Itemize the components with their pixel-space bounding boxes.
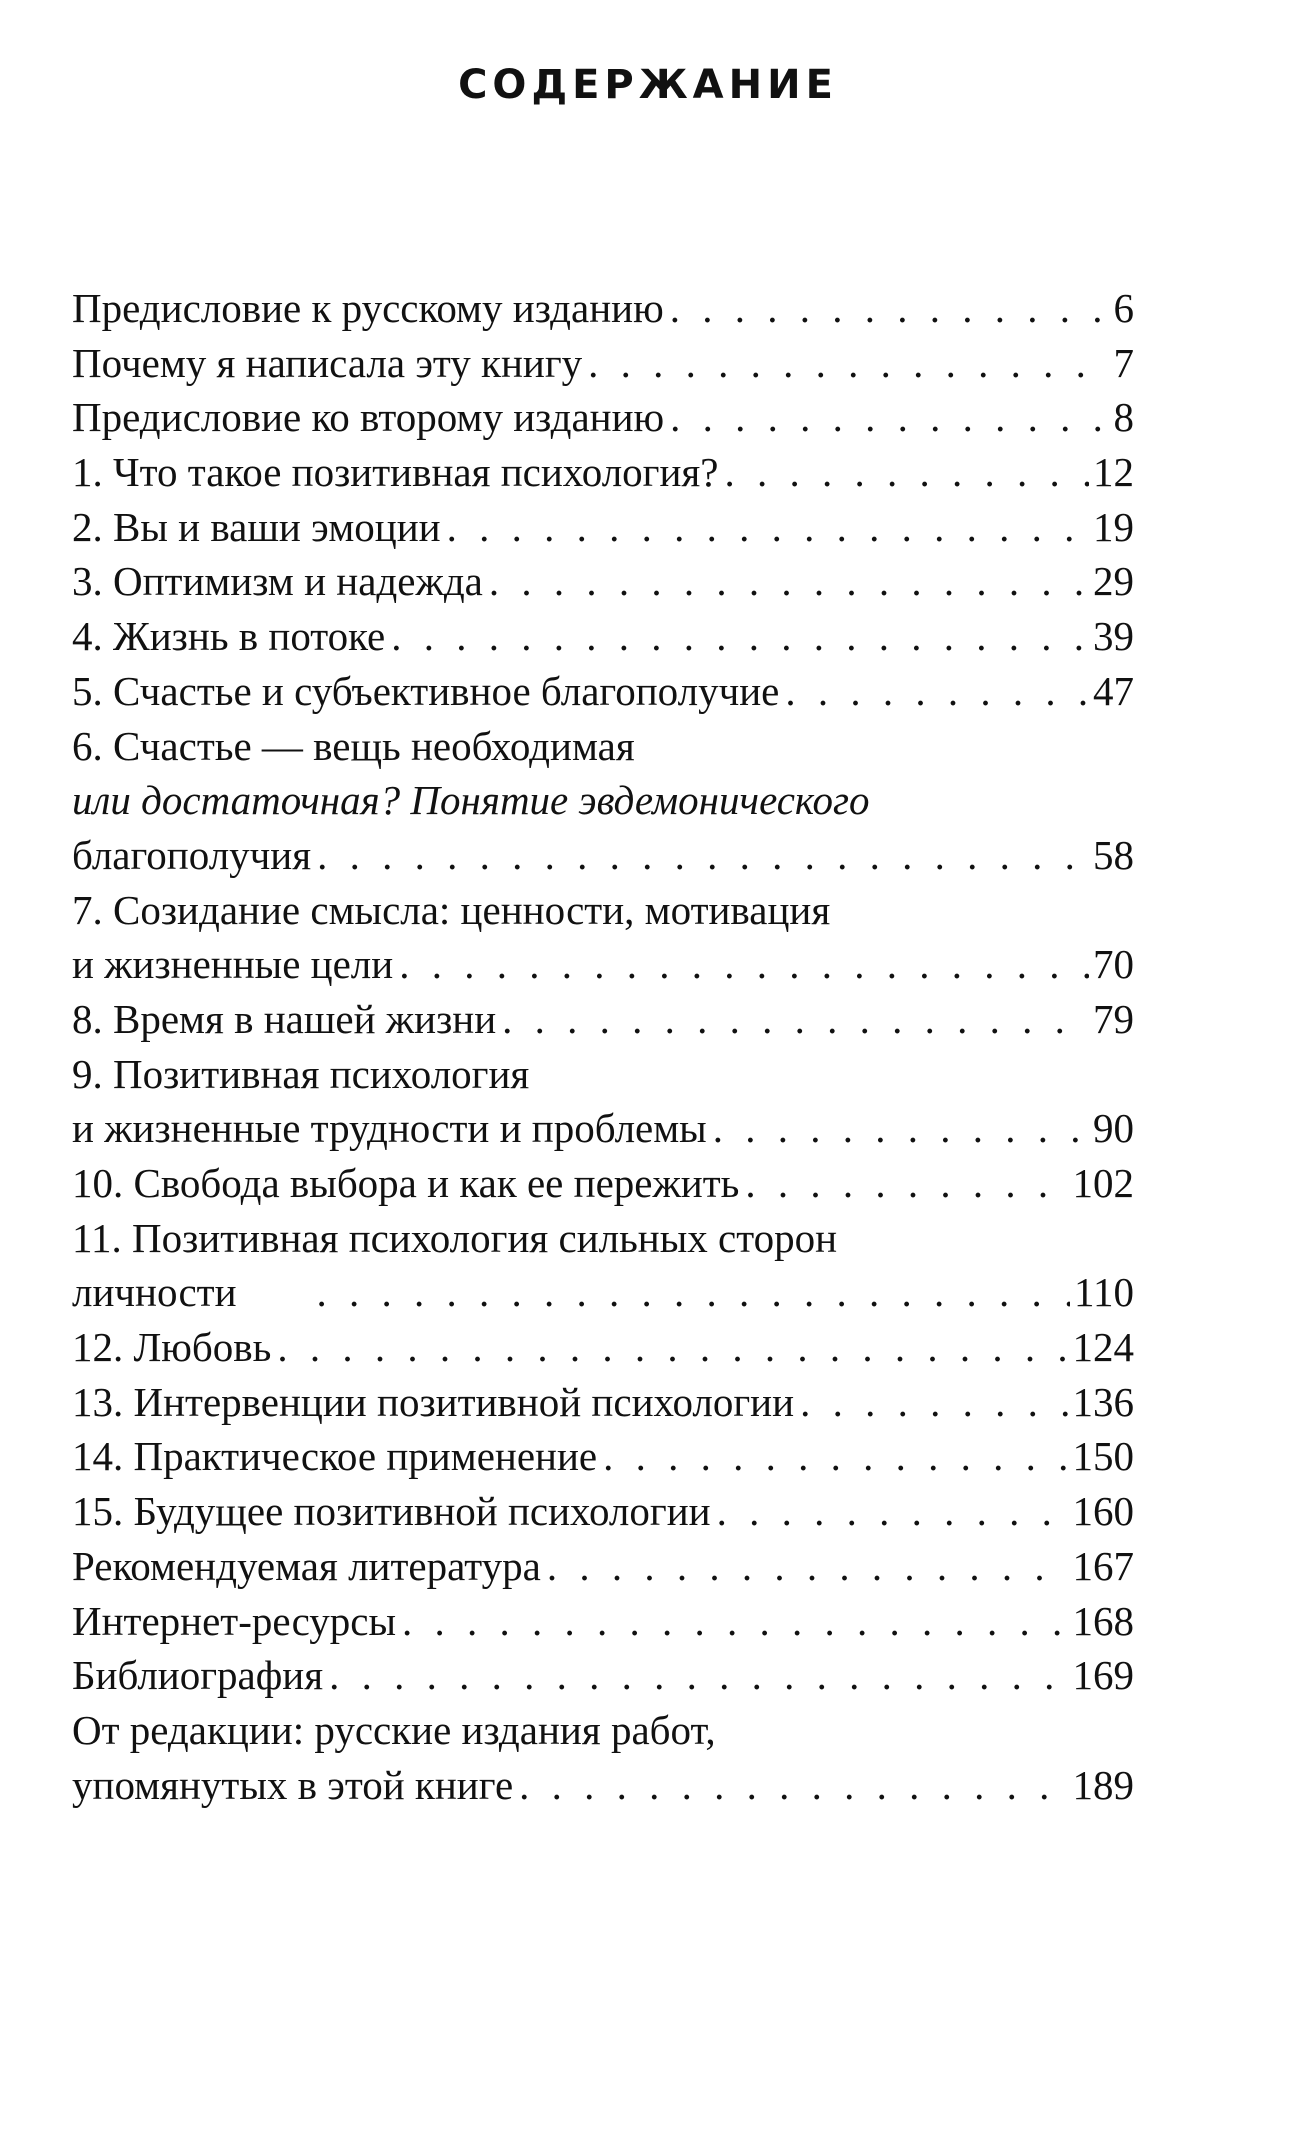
toc-entry-title-line: упомянутых в этой книге — [72, 1761, 514, 1808]
toc-page-number: 7 — [1113, 339, 1134, 386]
toc-page-number: 79 — [1093, 995, 1134, 1042]
toc-entry[interactable] — [72, 1429, 1134, 1484]
toc-entry-multiline[interactable] — [72, 1047, 1134, 1156]
toc-entry-title-line: и жизненные трудности и проблемы — [72, 1105, 707, 1152]
toc-entry[interactable] — [72, 1484, 1134, 1539]
toc-entry-title: Рекомендуемая литература — [72, 1542, 541, 1589]
toc-entry-title: 3. Оптимизм и надежда — [72, 558, 483, 605]
toc-page-number: 6 — [1113, 285, 1134, 331]
toc-page-number: 150 — [1072, 1433, 1134, 1480]
toc-entry[interactable] — [72, 1156, 1134, 1211]
toc-entry-title: 10. Свобода выбора и как ее пережить — [72, 1160, 740, 1206]
dot-leader — [739, 1156, 1068, 1211]
dot-leader — [271, 1320, 1068, 1375]
toc-page-number: 70 — [1093, 941, 1134, 988]
dot-leader — [664, 281, 1110, 336]
toc-page-number: 39 — [1093, 613, 1134, 660]
toc-entry-title: 15. Будущее позитивной психологии — [72, 1488, 711, 1535]
toc-entry-title: Интернет-ресурсы — [72, 1597, 396, 1644]
toc-entry-title: Почему я написала эту книгу — [72, 339, 583, 386]
dot-leader — [664, 390, 1109, 445]
table-of-contents — [72, 281, 1134, 1812]
toc-entry-title: 12. Любовь — [72, 1324, 272, 1371]
toc-entry-title-line: и жизненные цели — [72, 941, 394, 988]
toc-entry-title-line: 9. Позитивная психология — [72, 1050, 530, 1097]
toc-entry-title: Библиография — [72, 1652, 324, 1699]
toc-entry-title: Предисловие к русскому изданию — [72, 285, 664, 331]
toc-page-number: 168 — [1072, 1597, 1134, 1644]
toc-entry[interactable] — [72, 992, 1134, 1047]
toc-entry[interactable] — [72, 609, 1134, 664]
toc-page-number: 169 — [1072, 1652, 1134, 1699]
toc-entry[interactable] — [72, 664, 1134, 719]
dot-leader — [711, 1484, 1069, 1539]
dot-leader — [707, 1101, 1089, 1156]
toc-entry[interactable] — [72, 390, 1134, 445]
toc-page-number: 12 — [1093, 449, 1134, 496]
toc-entry-title: Предисловие ко второму изданию — [72, 394, 665, 441]
dot-leader — [237, 1265, 1070, 1320]
toc-entry-title: 4. Жизнь в потоке — [72, 613, 386, 660]
dot-leader — [396, 1594, 1069, 1649]
toc-entry-title-line: 7. Созидание смысла: ценности, мотивация — [72, 886, 831, 933]
toc-entry-title: 14. Практическое применение — [72, 1433, 598, 1480]
dot-leader — [718, 445, 1089, 500]
dot-leader — [441, 500, 1089, 555]
toc-entry-title-line: 6. Счастье — вещь необходимая — [72, 722, 635, 769]
toc-entry-title-line: От редакции: русские издания работ, — [72, 1706, 716, 1753]
dot-leader — [323, 1648, 1068, 1703]
dot-leader — [794, 1375, 1068, 1430]
toc-page-number: 29 — [1093, 558, 1134, 605]
toc-entry-title: 1. Что такое позитивная психология? — [72, 449, 719, 496]
toc-entry-title-line: благополучия — [72, 831, 312, 878]
toc-entry-multiline[interactable] — [72, 883, 1134, 992]
toc-entry[interactable] — [72, 1648, 1134, 1703]
toc-page-number: 58 — [1093, 831, 1134, 878]
toc-entry[interactable] — [72, 1539, 1134, 1594]
dot-leader — [311, 828, 1089, 883]
toc-page-number: 47 — [1093, 667, 1134, 714]
toc-page-number: 8 — [1113, 394, 1134, 441]
toc-page-number: 19 — [1093, 503, 1134, 550]
toc-entry-title-line: 11. Позитивная психология сильных сторон — [72, 1214, 838, 1261]
toc-entry-multiline[interactable] — [72, 1211, 1134, 1320]
dot-leader — [385, 609, 1089, 664]
toc-entry[interactable] — [72, 1375, 1134, 1430]
toc-entry-title: 8. Время в нашей жизни — [72, 995, 497, 1042]
toc-entry[interactable] — [72, 1320, 1134, 1375]
toc-entry-title: 13. Интервенции позитивной психологии — [72, 1378, 795, 1425]
toc-entry[interactable] — [72, 1594, 1134, 1649]
dot-leader — [582, 336, 1109, 391]
toc-entry[interactable] — [72, 445, 1134, 500]
toc-page-number: 124 — [1072, 1324, 1134, 1371]
toc-entry-multiline[interactable] — [72, 719, 1134, 883]
toc-entry-title: 2. Вы и ваши эмоции — [72, 503, 441, 550]
dot-leader — [393, 937, 1089, 992]
dot-leader — [513, 1758, 1068, 1813]
toc-entry-title-line: личности — [72, 1269, 237, 1316]
toc-entry-title-line: или достаточная? Понятие эвдемонического — [72, 777, 870, 824]
toc-page-number: 189 — [1072, 1761, 1134, 1808]
page-title: СОДЕРЖАНИЕ — [458, 62, 838, 108]
toc-entry[interactable] — [72, 500, 1134, 555]
dot-leader — [597, 1429, 1068, 1484]
toc-entry-multiline[interactable] — [72, 1703, 1134, 1812]
toc-page-number: 167 — [1072, 1542, 1134, 1589]
toc-entry-title: 5. Счастье и субъективное благополучие — [72, 667, 780, 714]
dot-leader — [483, 554, 1089, 609]
toc-entry[interactable] — [72, 281, 1134, 336]
dot-leader — [541, 1539, 1069, 1594]
toc-page-number: 102 — [1072, 1160, 1134, 1206]
dot-leader — [496, 992, 1089, 1047]
toc-page-number: 90 — [1093, 1105, 1134, 1152]
dot-leader — [779, 664, 1089, 719]
toc-page-number: 136 — [1072, 1378, 1134, 1425]
toc-entry[interactable] — [72, 336, 1134, 391]
toc-entry[interactable] — [72, 554, 1134, 609]
toc-page-number: 110 — [1074, 1269, 1134, 1316]
toc-page-number: 160 — [1072, 1488, 1134, 1535]
